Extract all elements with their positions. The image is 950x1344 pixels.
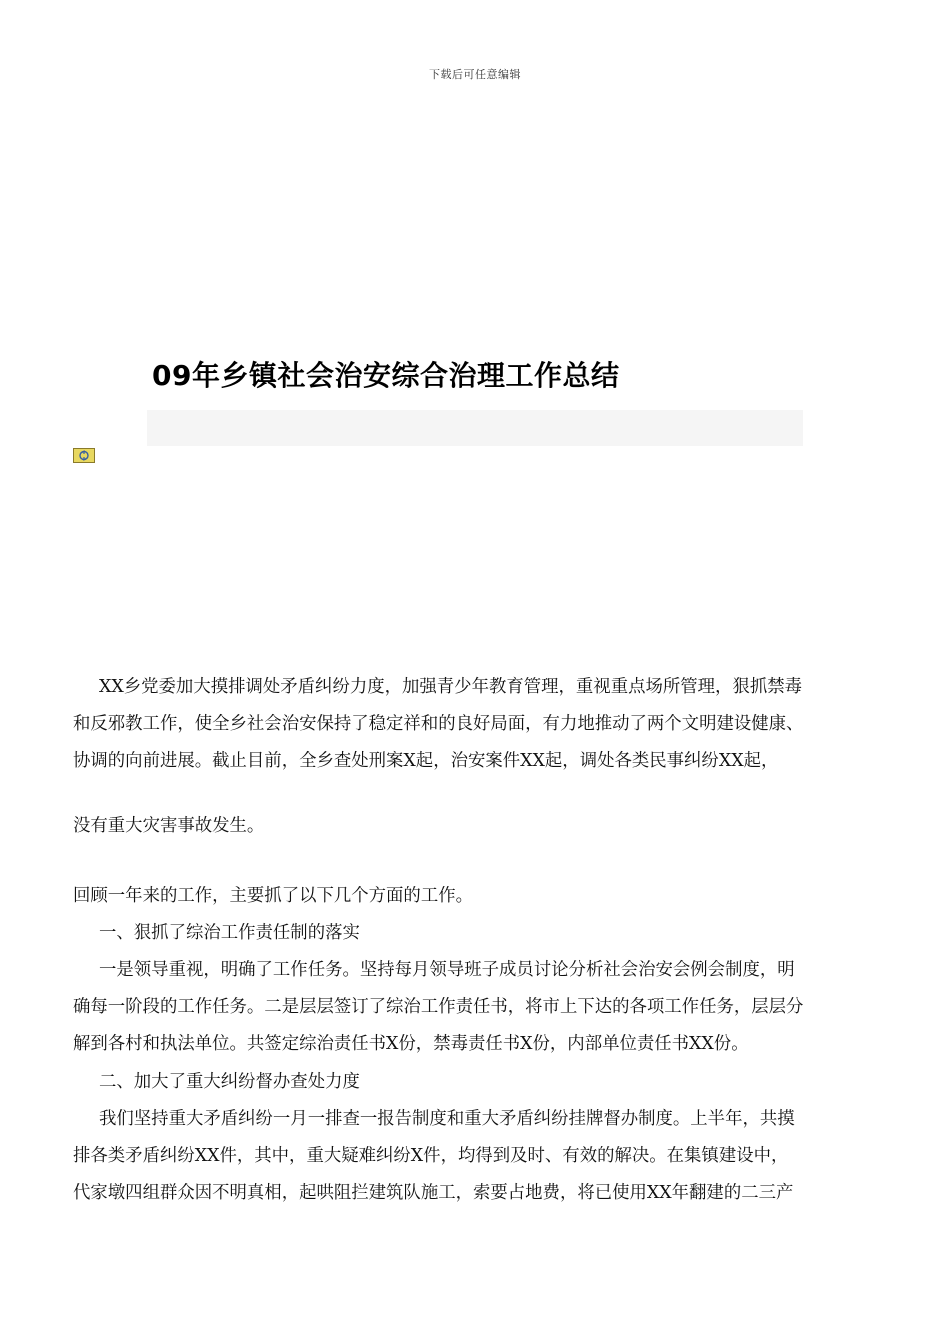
body-paragraph-line: 代家墩四组群众因不明真相，起哄阻拦建筑队施工，索要占地费，将已使用XX年翻建的二三产 [73, 1183, 794, 1203]
body-paragraph-line: 回顾一年来的工作，主要抓了以下几个方面的工作。 [73, 886, 473, 906]
body-paragraph-line: 和反邪教工作，使全乡社会治安保持了稳定祥和的良好局面，有力地推动了两个文明建设健康、 [73, 714, 804, 734]
document-title: 09年乡镇社会治安综合治理工作总结 [152, 359, 620, 392]
body-paragraph-line: 一是领导重视，明确了工作任务。坚持每月领导班子成员讨论分析社会治安会例会制度，明 [99, 960, 795, 980]
broken-image-icon [73, 448, 95, 463]
body-paragraph-line: 排各类矛盾纠纷XX件，其中，重大疑难纠纷X件，均得到及时、有效的解决。在集镇建设中， [73, 1146, 789, 1166]
body-paragraph-line: 解到各村和执法单位。共签定综治责任书X份，禁毒责任书X份，内部单位责任书XX份。 [73, 1034, 749, 1054]
body-paragraph-line: XX乡党委加大摸排调处矛盾纠纷力度，加强青少年教育管理，重视重点场所管理，狠抓禁毒 [99, 677, 802, 697]
page-header-note: 下载后可任意编辑 [429, 68, 521, 81]
body-paragraph-line: 协调的向前进展。截止目前，全乡查处刑案X起，治安案件XX起，调处各类民事纠纷XX起， [73, 751, 779, 771]
section-heading: 一、狠抓了综治工作责任制的落实 [99, 923, 360, 943]
body-paragraph-line: 确每一阶段的工作任务。二是层层签订了综治工作责任书，将市上下达的各项工作任务，层层分 [73, 997, 804, 1017]
title-shaded-bar [147, 410, 803, 446]
body-paragraph-line: 没有重大灾害事故发生。 [73, 816, 265, 836]
section-heading: 二、加大了重大纠纷督办查处力度 [99, 1072, 360, 1092]
body-paragraph-line: 我们坚持重大矛盾纠纷一月一排查一报告制度和重大矛盾纠纷挂牌督办制度。上半年，共摸 [99, 1109, 795, 1129]
